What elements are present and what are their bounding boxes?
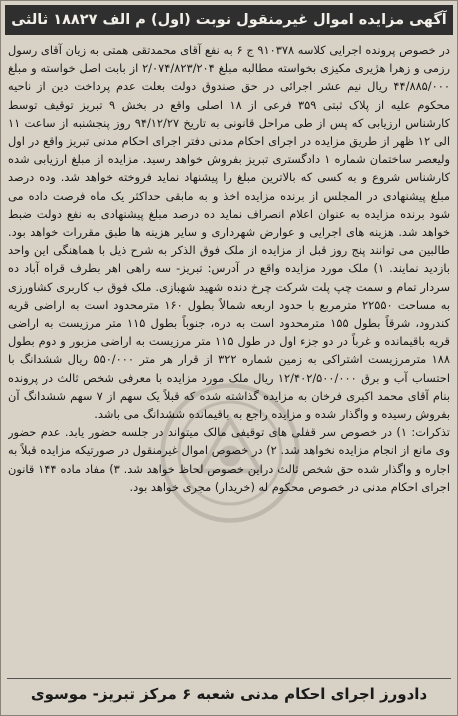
notice-paragraph-notes: تذکرات: ۱) در خصوص سر قفلی های توقیفی مالک میتواند در جلسه حضور یابد. عدم حضور وی مانع از انجام مزایده نخواهد شد. ۲) در خصوص اموال غیرمنقول در صورتیکه مزایده قبلاً به اجاره و واگذار شده حق شخص ثالث دراین خصوص لحاظ خواهد شد. ۳) مفاد ماده ۱۴۴ قانون اجرای احکام مدنی در خصوص محکوم له (خریدار) مجری خواهد بود. [8, 425, 450, 494]
notice-signature: دادورز اجرای احکام مدنی شعبه ۶ مرکز تبریز- موسوی [7, 678, 451, 709]
notice-body [8, 41, 450, 678]
notice-title: آگهی مزایده اموال غیرمنقول نوبت (اول) م الف ۱۸۸۲۷ ثالثی [5, 5, 453, 35]
notice-paragraph-main: در خصوص پرونده اجرایی کلاسه ۹۱۰۳۷۸ ج ۶ به نفع آقای محمدتقی همتی به زیان آقای رسول رزمی و زهرا هژیری مکیزی بخواسته مطالبه مبلغ ۲/۰۷۴/۸۲۳/۲۰۴ از بابت اصل خواسته و مبلغ ۴۴/۸۸۵/۰۰۰ ریال نیم عشر اجرائی در حق صندوق دولت بعلت عدم پرداخت دین از ناحیه محکوم علیه از پلاک ثبتی ۳۵۹ فرعی از ۱۸ اصلی واقع در بخش ۹ تبریز توقیف توسط کارشناس ارزیابی که پس از طی مراحل قانونی به تاریخ ۹۴/۱۲/۲۷ روز پنجشنبه از ساعت ۱۱ الی ۱۲ ظهر از طریق مزایده در اجرای احکام مدنی دفتر اجرای احکام مدنی تبریز واقع در اول ولیعصر ساختمان شماره ۱ دادگستری تبریز بفروش خواهد رسید. مزایده از مبلغ ارزیابی شده کارشناس شروع و به کسی که بالاترین مبلغ را پیشنهاد نماید فروخته خواهد شد. وده درصد مبلغ پیشنهادی در المجلس از برنده مزایده اخذ و به مابقی حداکثر یک ماه فرصت داده می شود برنده مزایده به عنوان اعلام انصراف نماید ده درصد مبلغ پیشنهادی به نفع دولت ضبط خواهد شد. هزینه های اجرایی و عوارض شهرداری و سایر هزینه ها طبق مقررات خواهد بود. طالبین می توانند پنج روز قبل از مزایده از ملک فوق الذکر به شرح ذیل با هماهنگی این واحد بازدید نمایند. ۱) ملک مورد مزایده واقع در آدرس: تبریز- سه راهی اهر بطرف قراه آباد ده سردار تمام و سمت چپ پلت شرکت چرخ دنده شهید شهبازی. ملک فوق ب کاربری کشاورزی به مساحت ۲۲۵۵۰ مترمربع با حدود اربعه شمالاً بطول ۱۶۰ مترمحدود است به اراضی قریه کندرود، شرقاً بطول ۱۵۵ مترمحدود است به دره، جنوباً بطول ۱۱۵ متر مرزیست به اراضی قریه باقیمانده و غرباً در دو جزء اول در طول ۱۱۵ متر مرزیست به اراضی مزبور و دوم بطول ۱۸۸ مترمرزیست اشتراکی به زمین شماره ۳۲۲ از قرار هر متر ۵۵۰/۰۰۰ ریال ششدانگ با احتساب آب و برق ۱۲/۴۰۲/۵۰۰/۰۰۰ ریال ملک مورد مزایده با معرفی شخص ثالث در پرونده بنام آقای محمد اکبری فرخان به مزایده گذاشته شده که قبلاً یک سهم از ۷ سهم ششدانگ آن بفروش رسیده و واگذار شده و مزایده راجع به باقیمانده ششدانگ می باشد. [8, 43, 450, 422]
